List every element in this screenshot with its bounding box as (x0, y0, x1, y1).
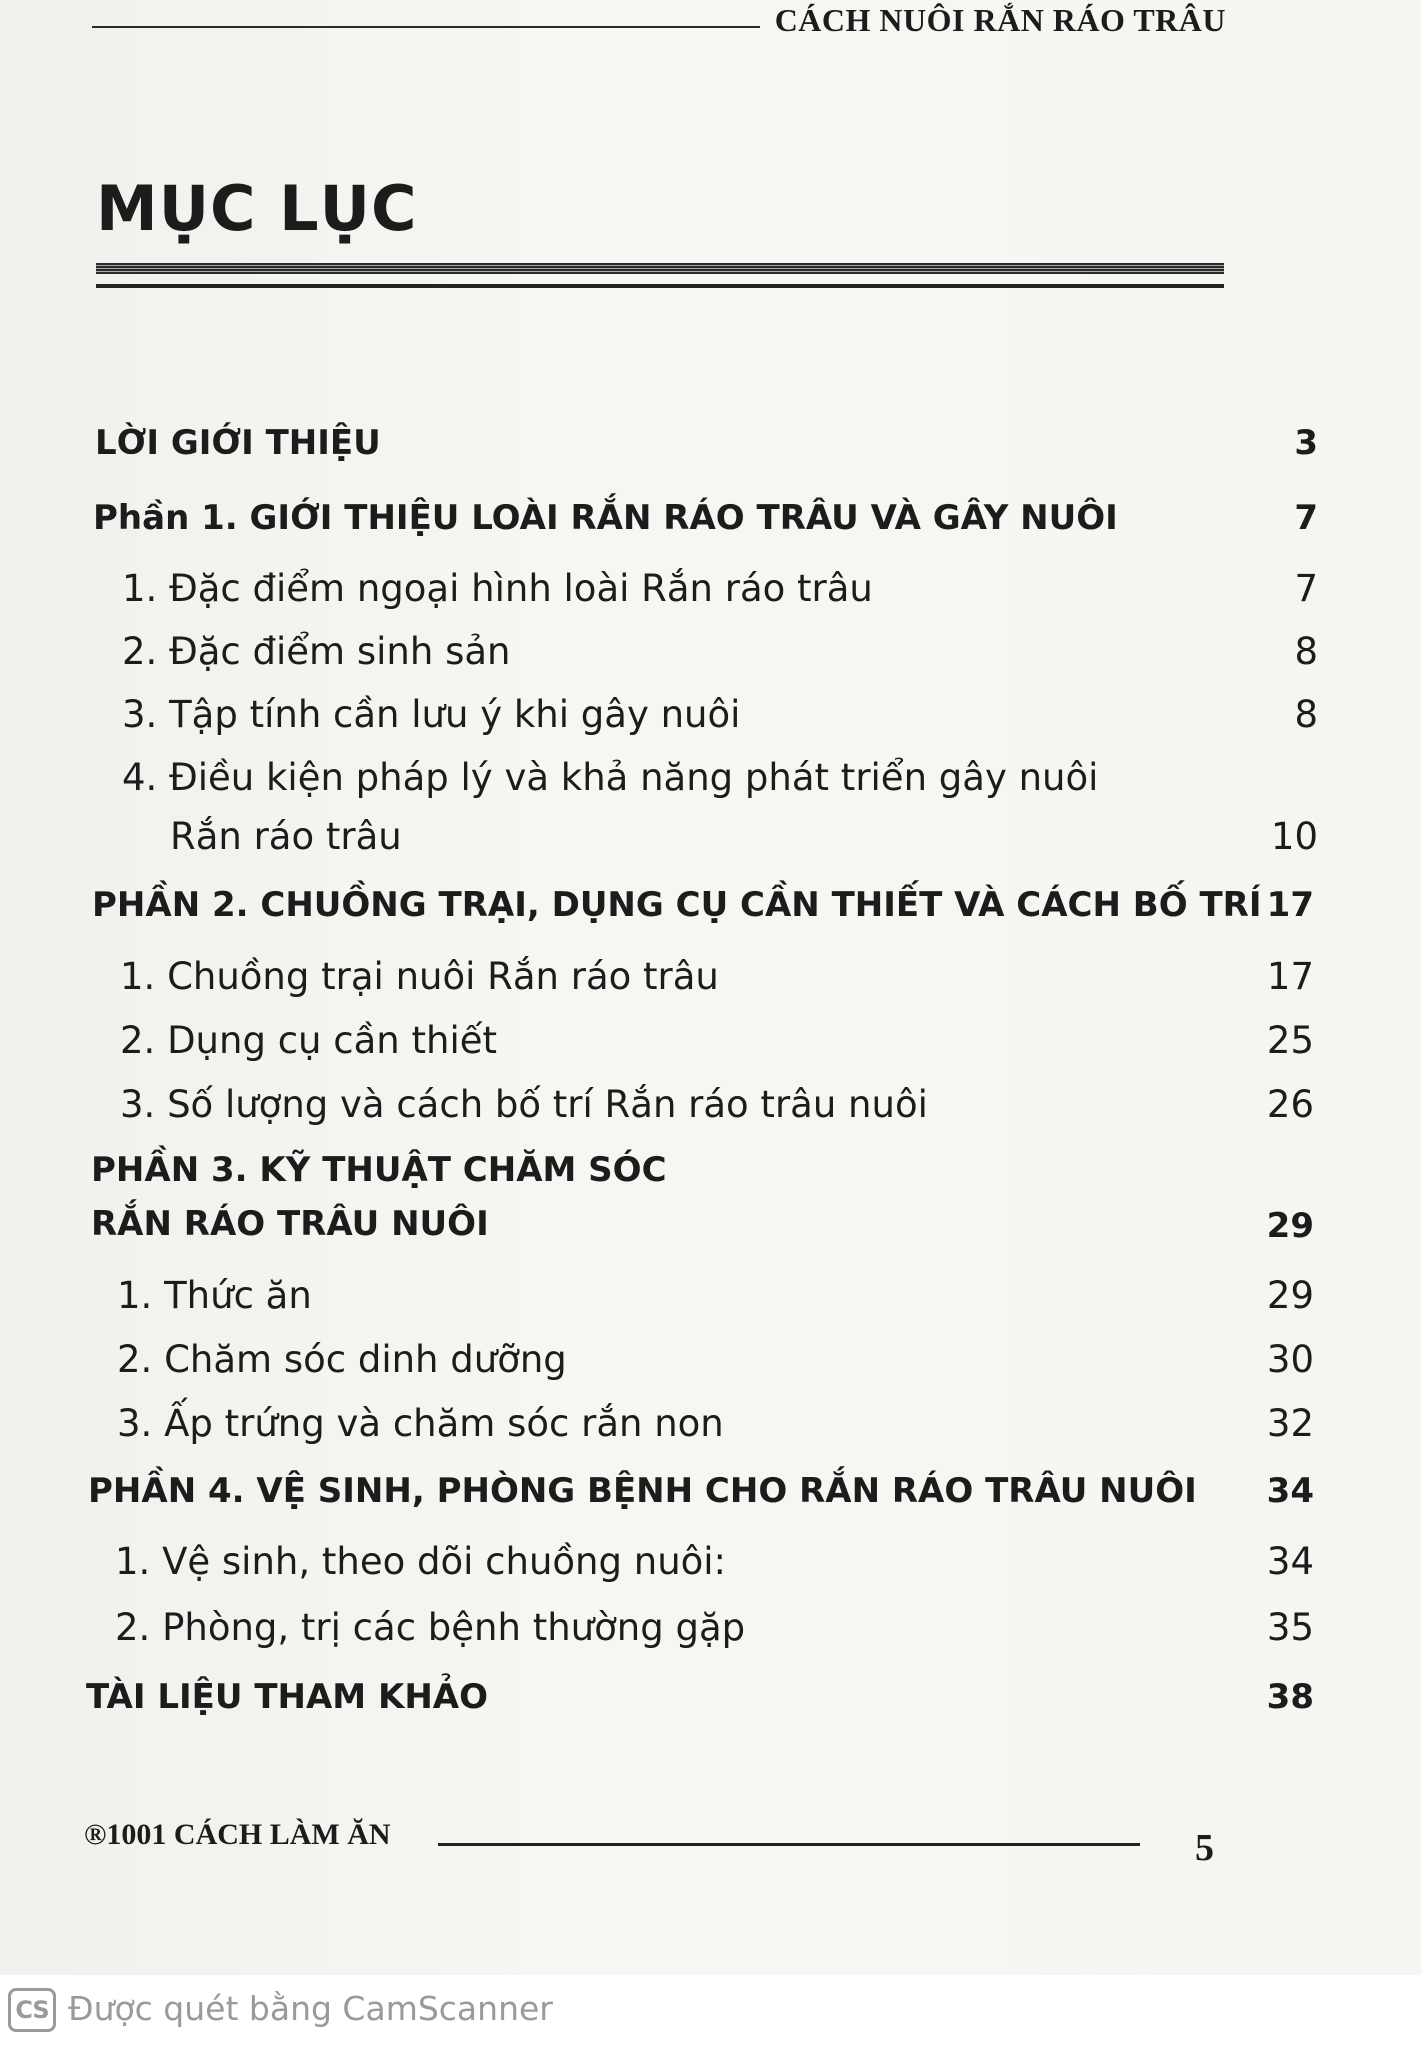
toc-entry-page: 34 (1266, 1471, 1314, 1511)
toc-entry-label-continued: Rắn ráo trâu (170, 815, 402, 858)
toc-entry-label: 2. Đặc điểm sinh sản (122, 630, 511, 673)
toc-entry-label: 3. Tập tính cần lưu ý khi gây nuôi (122, 693, 741, 736)
scanner-watermark-text: Được quét bằng CamScanner (68, 1989, 553, 2028)
heading-rule-thin (96, 284, 1224, 288)
toc-entry-label: 4. Điều kiện pháp lý và khả năng phát triển gây nuôi (122, 756, 1099, 799)
toc-entry-label: TÀI LIỆU THAM KHẢO (86, 1677, 488, 1717)
toc-entry-page: 35 (1266, 1606, 1314, 1649)
toc-entry-page: 26 (1266, 1083, 1314, 1126)
toc-entry-page: 30 (1266, 1338, 1314, 1381)
running-title: CÁCH NUÔI RẮN RÁO TRÂU (774, 2, 1226, 38)
toc-entry-page: 25 (1266, 1019, 1314, 1062)
toc-entry-label: 2. Chăm sóc dinh dưỡng (117, 1338, 567, 1381)
footer-rule (438, 1843, 1140, 1846)
toc-entry-label: 3. Số lượng và cách bố trí Rắn ráo trâu nuôi (120, 1083, 928, 1126)
toc-entry-page: 17 (1266, 955, 1314, 998)
toc-entry-page: 29 (1266, 1274, 1314, 1317)
footer-publisher: ®1001 CÁCH LÀM ĂN (84, 1818, 391, 1851)
toc-entry-label: LỜI GIỚI THIỆU (95, 423, 381, 463)
toc-entry-page: 8 (1294, 630, 1318, 673)
scanner-watermark-bar (0, 1975, 1421, 2048)
toc-entry-label: 1. Vệ sinh, theo dõi chuồng nuôi: (115, 1540, 727, 1583)
camscanner-logo-icon: CS (8, 1988, 56, 2032)
toc-entry-label: PHẦN 3. KỸ THUẬT CHĂM SÓC (91, 1150, 667, 1190)
toc-entry-page: 10 (1270, 815, 1318, 858)
toc-entry-label: 3. Ấp trứng và chăm sóc rắn non (117, 1402, 724, 1445)
toc-entry-page: 8 (1294, 693, 1318, 736)
toc-entry-page: 7 (1294, 567, 1318, 610)
toc-entry-page: 29 (1266, 1206, 1314, 1246)
toc-entry-label: 2. Dụng cụ cần thiết (120, 1019, 497, 1062)
toc-entry-label: 1. Thức ăn (117, 1274, 312, 1317)
toc-entry-page: 17 (1266, 885, 1314, 925)
toc-entry-page: 3 (1294, 423, 1318, 463)
toc-entry-label: PHẦN 2. CHUỒNG TRẠI, DỤNG CỤ CẦN THIẾT VÀ CÁCH BỐ TRÍ (92, 885, 1262, 925)
toc-entry-page: 38 (1266, 1677, 1314, 1717)
heading-rule-thick (96, 263, 1224, 274)
toc-entry-label-continued: RẮN RÁO TRÂU NUÔI (91, 1204, 489, 1244)
toc-entry-label: PHẦN 4. VỆ SINH, PHÒNG BỆNH CHO RẮN RÁO TRÂU NUÔI (88, 1471, 1197, 1511)
toc-heading: MỤC LỤC (96, 172, 418, 245)
toc-entry-page: 32 (1266, 1402, 1314, 1445)
toc-entry-label: 2. Phòng, trị các bệnh thường gặp (115, 1606, 746, 1649)
toc-entry-label: Phần 1. GIỚI THIỆU LOÀI RẮN RÁO TRÂU VÀ GÂY NUÔI (93, 498, 1118, 538)
toc-entry-label: 1. Chuồng trại nuôi Rắn ráo trâu (120, 955, 719, 998)
toc-entry-label: 1. Đặc điểm ngoại hình loài Rắn ráo trâu (122, 567, 873, 610)
toc-entry-page: 7 (1294, 498, 1318, 538)
header-rule (92, 26, 760, 28)
toc-entry-page: 34 (1266, 1540, 1314, 1583)
footer-page-number: 5 (1195, 1827, 1214, 1869)
